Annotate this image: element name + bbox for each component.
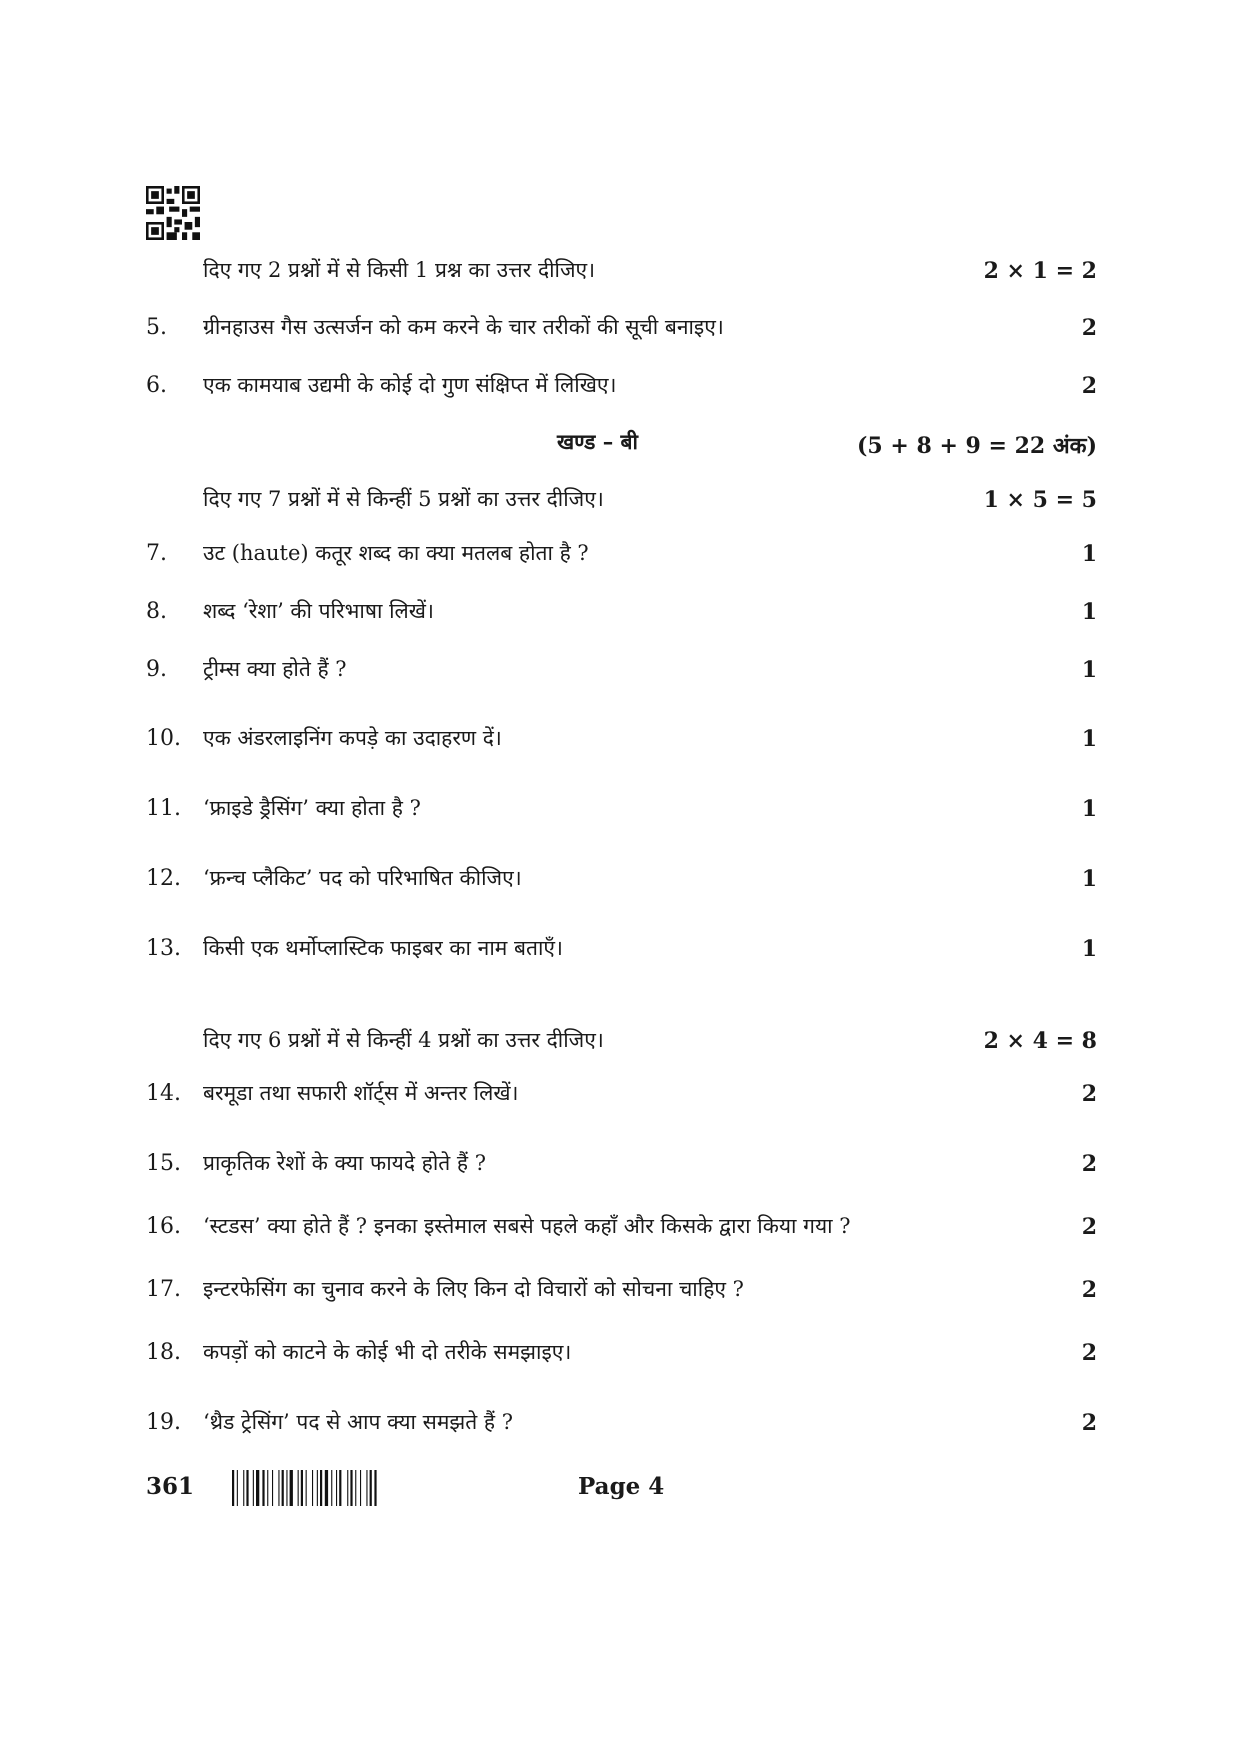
barcode-bar	[290, 1470, 293, 1506]
question-marks: 1	[1081, 936, 1097, 962]
question-text: ग्रीनहाउस गैस उत्सर्जन को कम करने के चार तरीकों की सूची बनाइए।	[203, 315, 724, 339]
question-text: ‘फ्राइडे ड्रैसिंग’ क्या होता है ?	[203, 796, 421, 820]
question-row	[0, 720, 1241, 760]
question-marks: 1	[1081, 796, 1097, 822]
barcode-bar	[347, 1470, 348, 1506]
question-row	[0, 1404, 1241, 1444]
question-text: बरमूडा तथा सफारी शॉर्ट्स में अन्तर लिखें।	[203, 1081, 519, 1105]
barcode-bar	[339, 1470, 341, 1506]
barcode-bar	[262, 1470, 264, 1506]
question-row	[0, 790, 1241, 830]
section-title: खण्ड – बी	[557, 429, 638, 454]
question-row	[0, 1334, 1241, 1374]
question-text: ‘फ्रन्च प्लैकिट’ पद को परिभाषित कीजिए।	[203, 866, 522, 890]
barcode-bar	[301, 1470, 303, 1506]
question-row	[0, 930, 1241, 970]
barcode-bar	[282, 1470, 284, 1506]
barcode-bar	[278, 1470, 279, 1506]
question-text: किसी एक थर्मोप्लास्टिक फाइबर का नाम बताएँ।	[203, 936, 563, 960]
question-number: 18.	[146, 1340, 181, 1365]
question-row	[0, 593, 1241, 633]
barcode-bar	[325, 1470, 328, 1506]
paper-code: 361	[146, 1473, 195, 1500]
instruction-text: दिए गए 7 प्रश्नों में से किन्हीं 5 प्रश्नों का उत्तर दीजिए।	[203, 487, 604, 511]
barcode-bar	[243, 1470, 244, 1506]
question-row	[0, 1208, 1241, 1248]
question-number: 8.	[146, 599, 167, 624]
question-number: 10.	[146, 726, 181, 751]
question-number: 17.	[146, 1277, 181, 1302]
question-number: 7.	[146, 541, 167, 566]
question-number: 9.	[146, 657, 167, 682]
question-row	[0, 651, 1241, 691]
barcode-bar	[253, 1470, 254, 1506]
question-number: 5.	[146, 315, 167, 340]
barcode-bar	[350, 1470, 352, 1506]
barcode-bar	[360, 1470, 361, 1506]
barcode-bar	[331, 1470, 332, 1506]
question-number: 12.	[146, 866, 181, 891]
barcode-bar	[312, 1470, 313, 1506]
question-number: 16.	[146, 1214, 181, 1239]
question-number: 19.	[146, 1410, 181, 1435]
question-marks: 1	[1081, 657, 1097, 683]
question-row	[0, 309, 1241, 349]
question-marks: 2	[1081, 1214, 1097, 1240]
group-marks: 1 × 5 = 5	[983, 487, 1097, 513]
section-heading-row	[0, 424, 1241, 464]
question-text: प्राकृतिक रेशों के क्या फायदे होते हैं ?	[203, 1151, 486, 1175]
qr-code-icon	[146, 186, 200, 240]
question-number: 11.	[146, 796, 181, 821]
question-row	[0, 1075, 1241, 1115]
question-number: 15.	[146, 1151, 181, 1176]
question-row	[0, 860, 1241, 900]
question-marks: 1	[1081, 599, 1097, 625]
question-text: ट्रीम्स क्या होते हैं ?	[203, 657, 347, 681]
question-marks: 1	[1081, 726, 1097, 752]
barcode-icon	[232, 1470, 437, 1506]
instruction-text: दिए गए 2 प्रश्नों में से किसी 1 प्रश्न का उत्तर दीजिए।	[203, 258, 596, 282]
barcode-bar	[246, 1470, 248, 1506]
question-marks: 1	[1081, 541, 1097, 567]
barcode-bar	[370, 1470, 372, 1506]
group-marks: 2 × 1 = 2	[983, 258, 1097, 284]
barcode-bar	[355, 1470, 356, 1506]
question-text: कपड़ों को काटने के कोई भी दो तरीके समझाइए।	[203, 1340, 572, 1364]
barcode-bar	[306, 1470, 307, 1506]
barcode-bar	[272, 1470, 273, 1506]
barcode-bar	[298, 1470, 299, 1506]
question-marks: 2	[1081, 1277, 1097, 1303]
question-marks: 2	[1081, 315, 1097, 341]
question-text: इन्टरफेसिंग का चुनाव करने के लिए किन दो विचारों को सोचना चाहिए ?	[203, 1277, 744, 1301]
question-text: शब्द ‘रेशा’ की परिभाषा लिखें।	[203, 599, 434, 623]
question-marks: 2	[1081, 1410, 1097, 1436]
question-marks: 2	[1081, 1151, 1097, 1177]
question-marks: 2	[1081, 1081, 1097, 1107]
instruction-text: दिए गए 6 प्रश्नों में से किन्हीं 4 प्रश्नों का उत्तर दीजिए।	[203, 1028, 604, 1052]
barcode-bar	[317, 1470, 318, 1506]
question-text: उट (haute) कतूर शब्द का क्या मतलब होता है ?	[203, 541, 589, 565]
question-marks: 1	[1081, 866, 1097, 892]
question-number: 13.	[146, 936, 181, 961]
page-number: Page 4	[578, 1473, 665, 1500]
question-text: ‘थ्रैड ट्रेसिंग’ पद से आप क्या समझते हैं ?	[203, 1410, 513, 1434]
barcode-bar	[232, 1470, 234, 1506]
barcode-bar	[336, 1470, 337, 1506]
question-number: 14.	[146, 1081, 181, 1106]
barcode-bar	[267, 1470, 268, 1506]
question-marks: 2	[1081, 373, 1097, 399]
question-text: एक अंडरलाइनिंग कपड़े का उदाहरण दें।	[203, 726, 502, 750]
barcode-bar	[374, 1470, 376, 1506]
barcode-bar	[256, 1470, 259, 1506]
barcode-bar	[366, 1470, 367, 1506]
group-marks: 2 × 4 = 8	[983, 1028, 1097, 1054]
question-row	[0, 367, 1241, 407]
barcode-bar	[286, 1470, 287, 1506]
question-text: ‘स्टडस’ क्या होते हैं ? इनका इस्तेमाल सबसे पहले कहाँ और किसके द्वारा किया गया ?	[203, 1214, 851, 1238]
barcode-bar	[320, 1470, 322, 1506]
question-row	[0, 1145, 1241, 1185]
instruction-row	[0, 481, 1241, 521]
instruction-row	[0, 252, 1241, 292]
instruction-row	[0, 1022, 1241, 1062]
question-number: 6.	[146, 373, 167, 398]
question-row	[0, 1271, 1241, 1311]
section-marks: (5 + 8 + 9 = 22 अंक)	[857, 433, 1097, 459]
barcode-bar	[237, 1470, 238, 1506]
question-text: एक कामयाब उद्यमी के कोई दो गुण संक्षिप्त में लिखिए।	[203, 373, 617, 397]
question-marks: 2	[1081, 1340, 1097, 1366]
question-row	[0, 535, 1241, 575]
